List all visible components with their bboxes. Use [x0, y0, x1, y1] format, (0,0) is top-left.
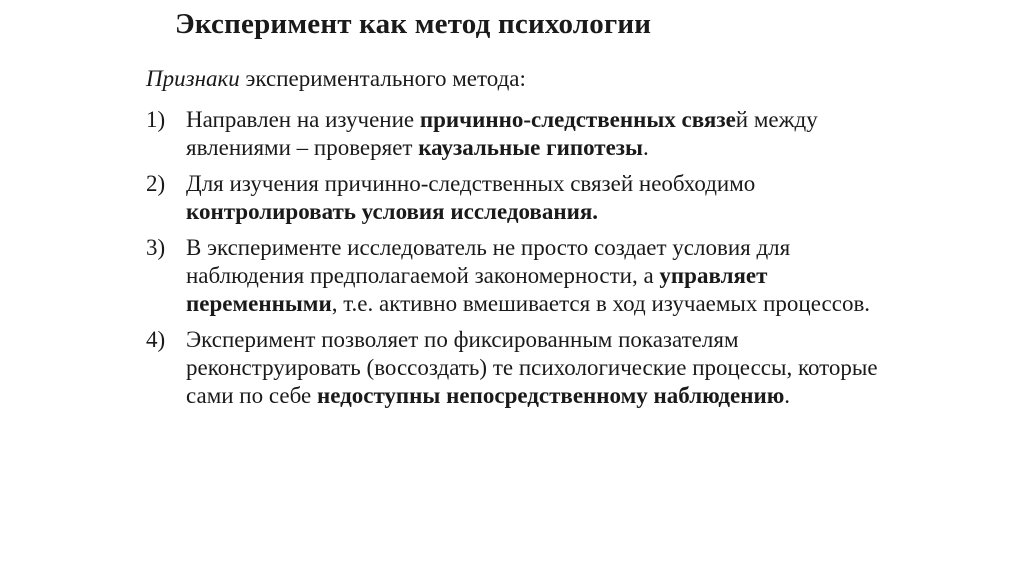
item-number: 4)	[146, 327, 166, 352]
slide-title: Эксперимент как метод психологии	[175, 8, 652, 40]
subtitle-rest: экспериментального метода:	[239, 66, 526, 91]
subtitle-italic: Признаки	[146, 66, 240, 91]
item-bold-text: недоступны непосредственному наблюдению	[316, 383, 785, 408]
item-text: В эксперименте исследователь не просто создает условия для наблюдения предполагаемой закономерности, а	[186, 235, 791, 288]
item-number: 3)	[146, 235, 166, 260]
list-item	[146, 326, 906, 410]
item-text: .	[784, 383, 791, 408]
list-item	[146, 170, 906, 226]
item-bold-text: управляет переменными	[186, 263, 768, 316]
item-text: Для изучения причинно-следственных связей необходимо	[186, 171, 756, 196]
item-number: 1)	[146, 107, 166, 132]
list-item	[146, 234, 906, 318]
item-text: й между явлениями – проверяет	[186, 107, 818, 160]
criteria-list	[146, 106, 906, 418]
item-bold-text: контролировать условия исследования.	[186, 199, 599, 224]
item-number: 2)	[146, 171, 166, 196]
item-text: .	[643, 135, 649, 160]
item-text: Направлен на изучение	[186, 107, 420, 132]
item-text: Эксперимент позволяет по фиксированным показателям реконструировать (воссоздать) те психологические процессы, которые сами по себе	[186, 327, 878, 408]
item-text: , т.е. активно вмешивается в ход изучаемых процессов.	[331, 291, 871, 316]
slide-subtitle	[146, 66, 526, 92]
list-item	[146, 106, 906, 162]
item-bold-text: причинно-следственных связе	[419, 107, 736, 132]
item-bold-text: каузальные гипотезы	[418, 135, 643, 160]
